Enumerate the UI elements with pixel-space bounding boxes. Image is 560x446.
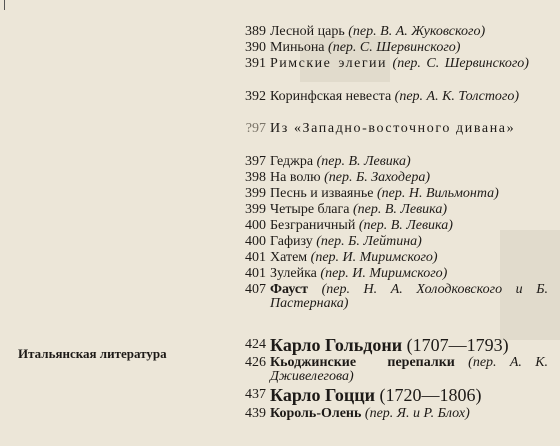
entry-title [270, 122, 546, 136]
translator: (пер. В. Левика) [358, 218, 453, 233]
author-name: Карло Гоцци [270, 385, 375, 405]
entry-title [270, 235, 548, 249]
work-title: Коринфская невеста [270, 89, 392, 104]
translator: (пер. А. К. Толстого) [394, 89, 520, 104]
entry-title [270, 155, 548, 169]
translator: (пер. Н. А. Холодковского и Б. Пастернака) [270, 282, 548, 311]
entry-title [270, 90, 548, 104]
translator: (пер. С. Шервинского) [328, 40, 461, 55]
author-years: (1720—1806) [379, 385, 482, 405]
work-title: Зулейка [270, 266, 317, 281]
work-title: Из «Западно-восточного дивана» [270, 121, 516, 136]
page-number: 397 [245, 154, 266, 169]
page-number: 398 [245, 170, 266, 185]
work-title: Геджра [270, 154, 314, 169]
entry-title [270, 203, 548, 217]
entry-title [270, 407, 548, 421]
page-number: 400 [245, 218, 266, 233]
page-number: 437 [245, 387, 266, 402]
translator: (пер. В. Левика) [316, 154, 411, 169]
page-number: 439 [245, 406, 266, 421]
entry-title [270, 251, 548, 265]
author-heading [270, 336, 548, 354]
page-edge-mark [4, 0, 5, 10]
work-title: Безграничный [270, 218, 356, 233]
author-heading [270, 386, 548, 404]
page-number: 389 [245, 24, 266, 39]
entry-title [270, 171, 548, 185]
page-number: 401 [245, 266, 266, 281]
work-title: Кьоджинские перепалки [270, 355, 455, 370]
translator: (пер. Я. и Р. Блох) [364, 406, 470, 421]
section-label: Итальянская литература [18, 346, 167, 361]
page-number: 392 [245, 89, 266, 104]
page-number: 390 [245, 40, 266, 55]
page-number: 424 [245, 337, 266, 352]
page-number: 401 [245, 250, 266, 265]
translator: (пер. Б. Лейтина) [316, 234, 422, 249]
page-number: 407 [245, 282, 266, 297]
translator: (пер. А. К. Дживелегова) [270, 355, 548, 384]
work-title: Фауст [270, 282, 308, 297]
author-name: Карло Гольдони [270, 335, 403, 355]
translator: (пер. С. Шервинского) [392, 56, 529, 71]
entry-title [270, 267, 548, 281]
work-title: Четыре блага [270, 202, 350, 217]
translator: (пер. В. Левика) [352, 202, 448, 217]
author-years: (1707—1793) [406, 335, 509, 355]
entry-title [270, 187, 548, 201]
entry-title [270, 41, 548, 55]
work-title: Король-Олень [270, 406, 362, 421]
entry-title [270, 219, 548, 233]
translator: (пер. И. Миримского) [310, 250, 438, 265]
entry-title [270, 25, 548, 39]
translator: (пер. В. А. Жуковского) [348, 24, 486, 39]
translator: (пер. Н. Вильмонта) [376, 186, 499, 201]
page-number: 426 [245, 355, 266, 370]
work-title: Гафизу [270, 234, 313, 249]
page-number: ?97 [245, 121, 266, 136]
page-number: 391 [245, 56, 266, 71]
work-title: Миньона [270, 40, 325, 55]
page-number: 399 [245, 186, 266, 201]
work-title: На волю [270, 170, 321, 185]
work-title: Песнь и изваянье [270, 186, 374, 201]
work-title: Лесной царь [270, 24, 345, 39]
translator: (пер. Б. Заходера) [324, 170, 430, 185]
page-number: 400 [245, 234, 266, 249]
work-title: Хатем [270, 250, 308, 265]
entry-title [270, 283, 548, 311]
work-title: Римские элегии [270, 56, 388, 71]
entry-title [270, 57, 548, 71]
translator: (пер. И. Миримского) [320, 266, 448, 281]
page-number: 399 [245, 202, 266, 217]
entry-title [270, 356, 548, 384]
